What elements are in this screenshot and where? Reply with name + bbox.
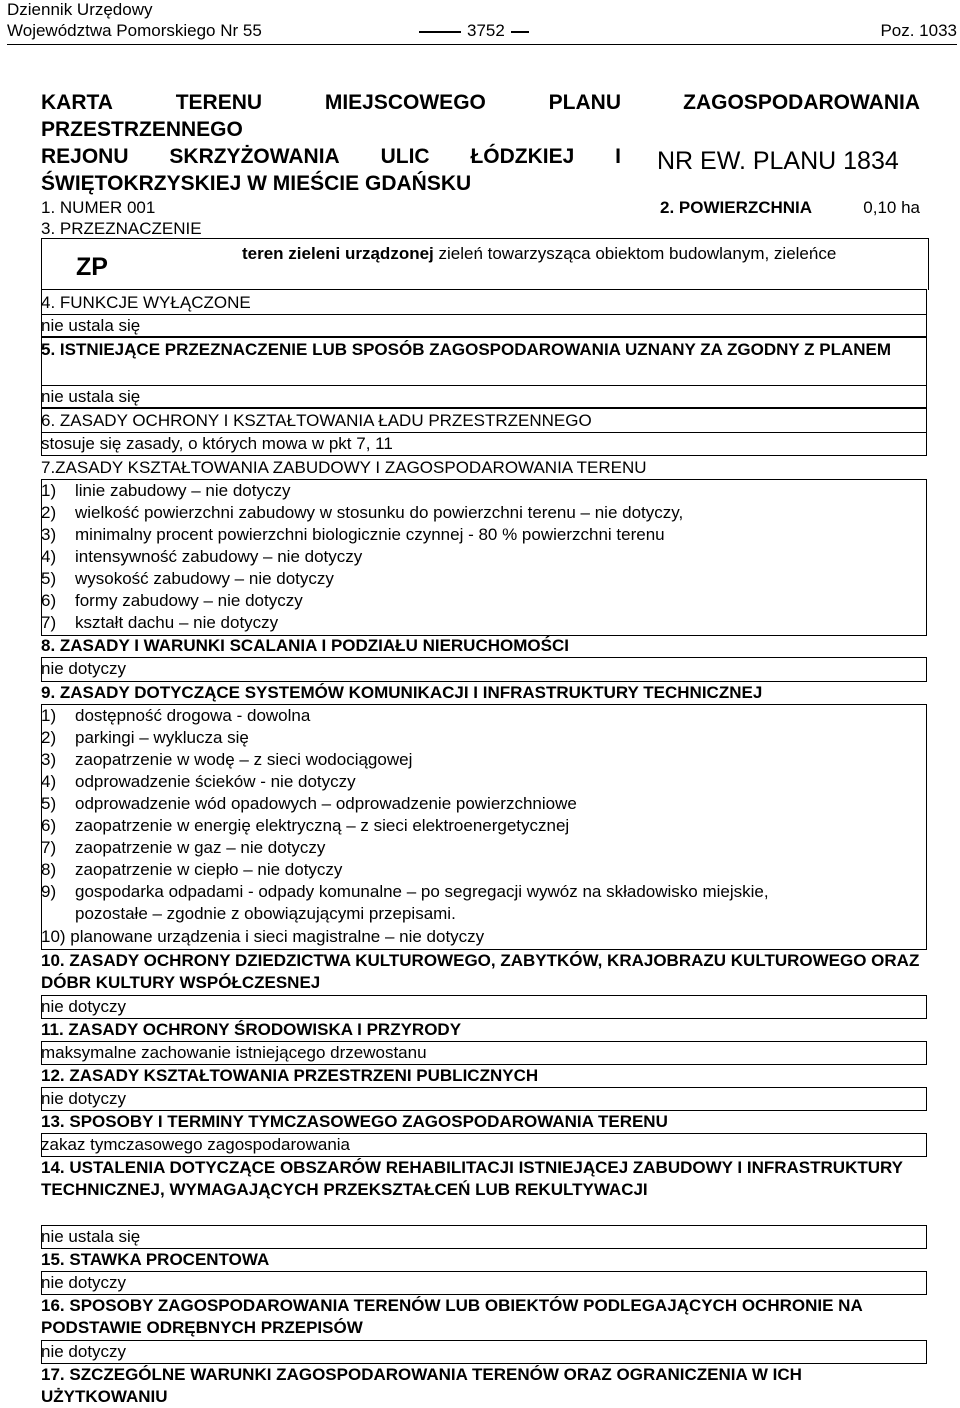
list-number: 1): [41, 481, 57, 500]
list-item: [41, 749, 412, 771]
list-number: 6): [41, 816, 57, 835]
journal-issue: Województwa Pomorskiego Nr 55: [7, 21, 262, 40]
list-text: wielkość powierzchni zabudowy w stosunku do powierzchni terenu – nie dotyczy,: [75, 503, 684, 522]
list-item: [41, 793, 577, 815]
list-item: [41, 727, 249, 749]
list-text: zaopatrzenie w wodę – z sieci wodociągowej: [75, 750, 413, 769]
journal-title: Dziennik Urzędowy: [7, 0, 153, 19]
section-10-title: 10. ZASADY OCHRONY DZIEDZICTWA KULTUROWEGO, ZABYTKÓW, KRAJOBRAZU KULTUROWEGO ORAZ DÓBR KULTURY WSPÓŁCZESNEJ: [41, 951, 920, 992]
section-12-value: nie dotyczy: [41, 1089, 127, 1108]
list-number: 7): [41, 838, 57, 857]
list-item: [41, 590, 303, 612]
list-text: kształt dachu – nie dotyczy: [75, 613, 279, 632]
position-number: Poz. 1033: [880, 21, 957, 40]
list-text: formy zabudowy – nie dotyczy: [75, 591, 303, 610]
title-word: I: [615, 145, 621, 168]
zone-name: teren zieleni urządzonej: [242, 244, 434, 263]
title-word: TERENU: [175, 91, 263, 114]
list-text: wysokość zabudowy – nie dotyczy: [75, 569, 334, 588]
list-item: [41, 546, 362, 568]
section-4-value: nie ustala się: [41, 316, 141, 335]
purpose-label: 3. PRZEZNACZENIE: [41, 219, 202, 238]
list-text: zaopatrzenie w gaz – nie dotyczy: [75, 838, 326, 857]
title-word: ŁÓDZKIEJ: [470, 145, 575, 168]
section-5-title: 5. ISTNIEJĄCE PRZEZNACZENIE LUB SPOSÓB ZAGOSPODAROWANIA UZNANY ZA ZGODNY Z PLANEM: [41, 340, 892, 359]
section-16-value: nie dotyczy: [41, 1342, 127, 1361]
section-14-value: nie ustala się: [41, 1227, 141, 1246]
title-row-1: [41, 89, 621, 116]
section-17-title: 17. SZCZEGÓLNE WARUNKI ZAGOSPODAROWANIA TERENÓW ORAZ OGRANICZENIA W ICH UŻYTKOWANIU: [41, 1365, 802, 1406]
section-4-title: 4. FUNKCJE WYŁĄCZONE: [41, 293, 251, 312]
list-text: gospodarka odpadami - odpady komunalne – po segregacji wywóz na składowisko miejskie,: [75, 882, 769, 901]
title-word: ULIC: [380, 145, 430, 168]
list-text: odprowadzenie ścieków - nie dotyczy: [75, 772, 356, 791]
area-value: 0,10 ha: [863, 198, 920, 217]
list-item: [41, 612, 278, 634]
title-right: ZAGOSPODAROWANIA: [683, 91, 920, 114]
list-text: minimalny procent powierzchni biologicznie czynnej - 80 % powierzchni terenu: [75, 525, 665, 544]
page-number-dash-right: [511, 31, 529, 33]
list-item: [41, 771, 356, 793]
title-row-4: ŚWIĘTOKRZYSKIEJ W MIEŚCIE GDAŃSKU: [41, 172, 472, 195]
section-8-title: 8. ZASADY I WARUNKI SCALANIA I PODZIAŁU NIERUCHOMOŚCI: [41, 636, 569, 655]
title-word: REJONU: [41, 145, 129, 168]
list-item: [41, 524, 665, 546]
section-10-value: nie dotyczy: [41, 997, 127, 1016]
list-number: 3): [41, 750, 57, 769]
list-item: [41, 881, 769, 903]
title-word: KARTA: [41, 91, 113, 114]
list-item: [41, 815, 569, 837]
section-15-title: 15. STAWKA PROCENTOWA: [41, 1250, 270, 1269]
list-number: 2): [41, 728, 57, 747]
list-item: [41, 859, 342, 881]
list-item: [41, 568, 334, 590]
list-number: 8): [41, 860, 57, 879]
list-text: dostępność drogowa - dowolna: [75, 706, 311, 725]
title-row-3: [41, 143, 621, 170]
zone-description: [242, 243, 926, 265]
list-number: 3): [41, 525, 57, 544]
list-text: zaopatrzenie w energię elektryczną – z sieci elektroenergetycznej: [75, 816, 570, 835]
title-word: SKRZYŻOWANIA: [169, 145, 340, 168]
list-text: parkingi – wyklucza się: [75, 728, 249, 747]
list-text: linie zabudowy – nie dotyczy: [75, 481, 291, 500]
list-number: 2): [41, 503, 57, 522]
list-item-continuation: pozostałe – zgodnie z obowiązującymi przepisami.: [75, 904, 456, 923]
section-9-title: 9. ZASADY DOTYCZĄCE SYSTEMÓW KOMUNIKACJI I INFRASTRUKTURY TECHNICZNEJ: [41, 683, 763, 702]
list-number: 7): [41, 613, 57, 632]
section-15-value: nie dotyczy: [41, 1273, 127, 1292]
list-text: zaopatrzenie w ciepło – nie dotyczy: [75, 860, 343, 879]
section-14-title: 14. USTALENIA DOTYCZĄCE OBSZARÓW REHABILITACJI ISTNIEJĄCEJ ZABUDOWY I INFRASTRUKTURY TECHNICZNEJ, WYMAGAJĄCYCH PRZEKSZTAŁCEŃ LUB REKULTYWACJI: [41, 1158, 903, 1199]
section-8-value: nie dotyczy: [41, 659, 127, 678]
section-11-title: 11. ZASADY OCHRONY ŚRODOWISKA I PRZYRODY: [41, 1020, 462, 1039]
list-item: 10) planowane urządzenia i sieci magistralne – nie dotyczy: [41, 927, 485, 946]
section-16-title: 16. SPOSOBY ZAGOSPODAROWANIA TERENÓW LUB OBIEKTÓW PODLEGAJĄCYCH OCHRONIE NA PODSTAWIE ODRĘBNYCH PRZEPISÓW: [41, 1296, 863, 1337]
section-11-value: maksymalne zachowanie istniejącego drzewostanu: [41, 1043, 427, 1062]
card-title: [41, 89, 621, 197]
section-6-title: 6. ZASADY OCHRONY I KSZTAŁTOWANIA ŁADU PRZESTRZENNEGO: [41, 411, 592, 430]
list-number: 1): [41, 706, 57, 725]
section-13-value: zakaz tymczasowego zagospodarowania: [41, 1135, 351, 1154]
section-7-title: 7.ZASADY KSZTAŁTOWANIA ZABUDOWY I ZAGOSPODAROWANIA TERENU: [41, 458, 647, 477]
list-number: 5): [41, 569, 57, 588]
page-header: [7, 0, 957, 46]
list-number: 5): [41, 794, 57, 813]
section-12-title: 12. ZASADY KSZTAŁTOWANIA PRZESTRZENI PUBLICZNYCH: [41, 1066, 539, 1085]
section-6-value: stosuje się zasady, o których mowa w pkt 7, 11: [41, 434, 393, 453]
list-item: [41, 502, 683, 524]
title-row-2: PRZESTRZENNEGO: [41, 118, 243, 141]
section-5-value: nie ustala się: [41, 387, 141, 406]
list-number: 4): [41, 547, 57, 566]
list-item: [41, 837, 325, 859]
plan-number: NR EW. PLANU 1834: [657, 147, 899, 175]
header-rule: [7, 44, 957, 45]
zone-symbol: ZP: [76, 253, 108, 281]
title-word: MIEJSCOWEGO: [324, 91, 486, 114]
zone-desc: zieleń towarzysząca obiektom budowlanym, zieleńce: [433, 244, 837, 263]
page-number-dash-left: [419, 31, 461, 33]
list-text: odprowadzenie wód opadowych – odprowadzenie powierzchniowe: [75, 794, 577, 813]
list-number: 4): [41, 772, 57, 791]
section-13-title: 13. SPOSOBY I TERMINY TYMCZASOWEGO ZAGOSPODAROWANIA TERENU: [41, 1112, 668, 1131]
list-item: [41, 480, 290, 502]
list-number: 6): [41, 591, 57, 610]
list-item: [41, 705, 310, 727]
page-number: 3752: [467, 21, 505, 40]
list-number: 9): [41, 882, 57, 901]
number-label: 1. NUMER 001: [41, 198, 156, 217]
area-label: 2. POWIERZCHNIA: [660, 198, 813, 217]
list-text: intensywność zabudowy – nie dotyczy: [75, 547, 363, 566]
title-word: PLANU: [548, 91, 621, 114]
